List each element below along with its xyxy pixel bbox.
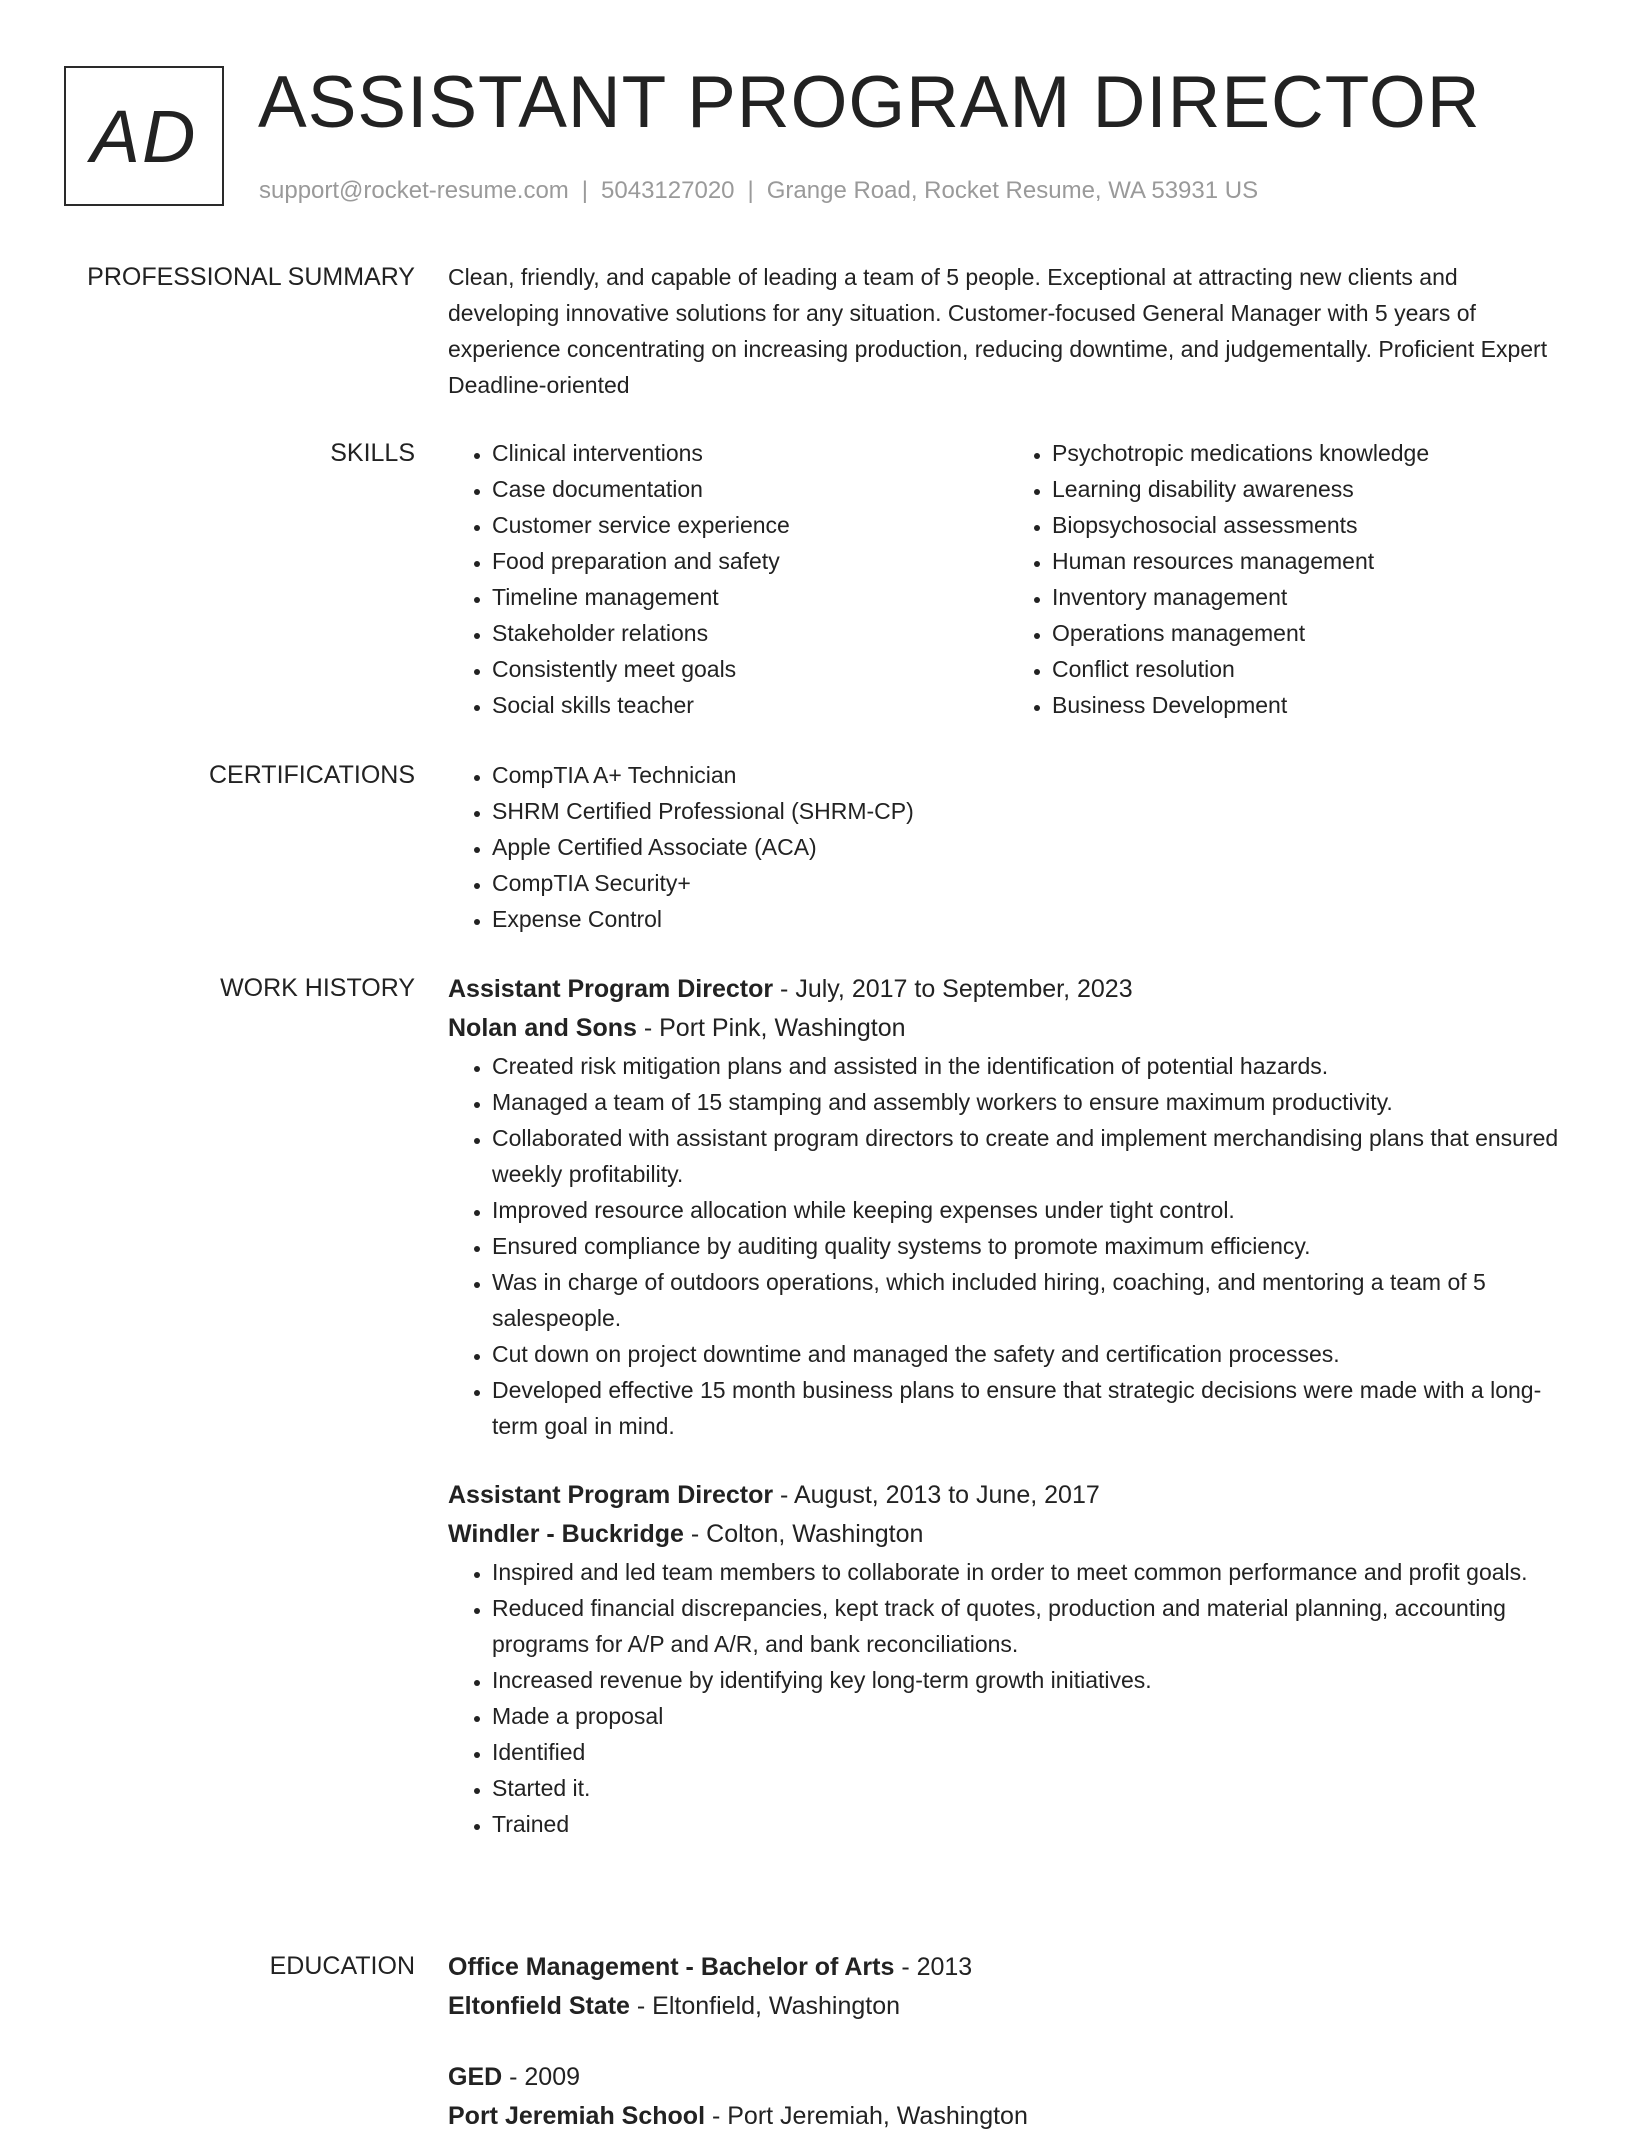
certifications-list — [448, 757, 1568, 937]
skill-item: • Psychotropic medications knowledge — [1052, 435, 1568, 471]
education-entry — [448, 1948, 1568, 2026]
page-title: ASSISTANT PROGRAM DIRECTOR — [258, 62, 1481, 143]
skill-item: • Inventory management — [1052, 579, 1568, 615]
contact-separator: | — [747, 177, 754, 204]
education-entry — [448, 2058, 1568, 2136]
job-duties-list — [448, 1554, 1568, 1842]
skill-item: • Operations management — [1052, 615, 1568, 651]
skills-list-left — [448, 435, 1008, 723]
education-degree: GED — [448, 2063, 503, 2091]
job-title-line — [448, 1476, 1568, 1515]
job-dates: - July, 2017 to September, 2023 — [773, 975, 1133, 1003]
job-company: Windler - Buckridge — [448, 1520, 684, 1548]
contact-email[interactable]: support@rocket-resume.com — [259, 177, 569, 204]
job-duty: • Managed a team of 15 stamping and assembly workers to ensure maximum productivity. — [492, 1084, 1568, 1120]
section-label-certifications: CERTIFICATIONS — [208, 761, 415, 789]
skill-item: • Human resources management — [1052, 543, 1568, 579]
education-degree-line — [448, 2058, 1568, 2097]
job-entry — [448, 1476, 1568, 1842]
job-duty: • Ensured compliance by auditing quality systems to promote maximum efficiency. — [492, 1228, 1568, 1264]
certification-item: • CompTIA A+ Technician — [492, 757, 1568, 793]
skill-item: • Conflict resolution — [1052, 651, 1568, 687]
job-duty: • Started it. — [492, 1770, 1568, 1806]
summary-text: Clean, friendly, and capable of leading a team of 5 people. Exceptional at attracting new clients and developing innovative solutions for any situation. Customer-focused General Manager with 5 years of experience concentrating on increasing production, reducing downtime, and judgementally. Proficient Expert Deadline-oriented — [448, 264, 1548, 398]
education-school-line — [448, 2097, 1568, 2136]
skill-item: • Business Development — [1052, 687, 1568, 723]
education-school: Eltonfield State — [448, 1992, 630, 2020]
contact-address: Grange Road, Rocket Resume, WA 53931 US — [766, 177, 1259, 204]
skill-item: • Timeline management — [492, 579, 1008, 615]
job-duty: • Trained — [492, 1806, 1568, 1842]
contact-separator: | — [581, 177, 589, 204]
job-title-line — [448, 970, 1568, 1009]
certification-item: • CompTIA Security+ — [492, 865, 1568, 901]
job-company-line — [448, 1009, 1568, 1048]
job-duty: • Improved resource allocation while keeping expenses under tight control. — [492, 1192, 1568, 1228]
skill-item: • Case documentation — [492, 471, 1008, 507]
job-duty: • Inspired and led team members to collaborate in order to meet common performance and profit goals. — [492, 1554, 1568, 1590]
job-company: Nolan and Sons — [448, 1014, 637, 1042]
skill-item: • Learning disability awareness — [1052, 471, 1568, 507]
job-location: - Port Pink, Washington — [636, 1014, 906, 1042]
skill-item: • Clinical interventions — [492, 435, 1008, 471]
job-title: Assistant Program Director — [448, 1481, 774, 1509]
job-entry — [448, 970, 1568, 1444]
job-duty: • Increased revenue by identifying key long-term growth initiatives. — [492, 1662, 1568, 1698]
education-school: Port Jeremiah School — [448, 2102, 706, 2130]
contact-line — [259, 174, 1258, 208]
monogram-logo — [64, 66, 224, 206]
job-duty: • Identified — [492, 1734, 1568, 1770]
job-title: Assistant Program Director — [448, 975, 774, 1003]
education-school-line — [448, 1987, 1568, 2026]
job-duty: • Cut down on project downtime and managed the safety and certification processes. — [492, 1336, 1568, 1372]
education-degree: Office Management - Bachelor of Arts — [448, 1953, 895, 1981]
work-history-body — [448, 970, 1568, 1842]
certification-item: • Apple Certified Associate (ACA) — [492, 829, 1568, 865]
certification-item: • Expense Control — [492, 901, 1568, 937]
certification-item: • SHRM Certified Professional (SHRM-CP) — [492, 793, 1568, 829]
section-label-summary: PROFESSIONAL SUMMARY — [87, 263, 415, 291]
education-location: - Eltonfield, Washington — [629, 1992, 901, 2020]
skill-item: • Consistently meet goals — [492, 651, 1008, 687]
job-duty: • Created risk mitigation plans and assisted in the identification of potential hazards. — [492, 1048, 1568, 1084]
job-duties-list — [448, 1048, 1568, 1444]
job-duty: • Reduced financial discrepancies, kept track of quotes, production and material planning, accounting programs for A/P and A/R, and bank reconciliations. — [492, 1590, 1568, 1662]
education-year: - 2009 — [502, 2063, 581, 2091]
section-label-work-history: WORK HISTORY — [220, 974, 415, 1002]
skills-list-right — [1008, 435, 1568, 723]
education-location: - Port Jeremiah, Washington — [705, 2102, 1028, 2130]
contact-phone[interactable]: 5043127020 — [601, 177, 735, 204]
education-year: - 2013 — [894, 1953, 973, 1981]
job-company-line — [448, 1515, 1568, 1554]
skill-item: • Food preparation and safety — [492, 543, 1008, 579]
skill-item: • Biopsychosocial assessments — [1052, 507, 1568, 543]
education-body — [448, 1948, 1568, 2136]
education-degree-line — [448, 1948, 1568, 1987]
job-duty: • Developed effective 15 month business plans to ensure that strategic decisions were made with a long-term goal in mind. — [492, 1372, 1568, 1444]
skills-columns — [448, 435, 1568, 723]
summary-body — [448, 259, 1568, 403]
section-label-education: EDUCATION — [269, 1952, 415, 1980]
job-dates: - August, 2013 to June, 2017 — [773, 1481, 1100, 1509]
job-duty: • Collaborated with assistant program directors to create and implement merchandising plans that ensured weekly profitability. — [492, 1120, 1568, 1192]
job-duty: • Made a proposal — [492, 1698, 1568, 1734]
monogram-initials: AD — [90, 94, 198, 178]
certifications-body — [448, 757, 1568, 937]
section-label-skills: SKILLS — [330, 439, 415, 467]
job-duty: • Was in charge of outdoors operations, which included hiring, coaching, and mentoring a team of 5 salespeople. — [492, 1264, 1568, 1336]
job-location: - Colton, Washington — [683, 1520, 924, 1548]
skill-item: • Customer service experience — [492, 507, 1008, 543]
skill-item: • Stakeholder relations — [492, 615, 1008, 651]
skill-item: • Social skills teacher — [492, 687, 1008, 723]
